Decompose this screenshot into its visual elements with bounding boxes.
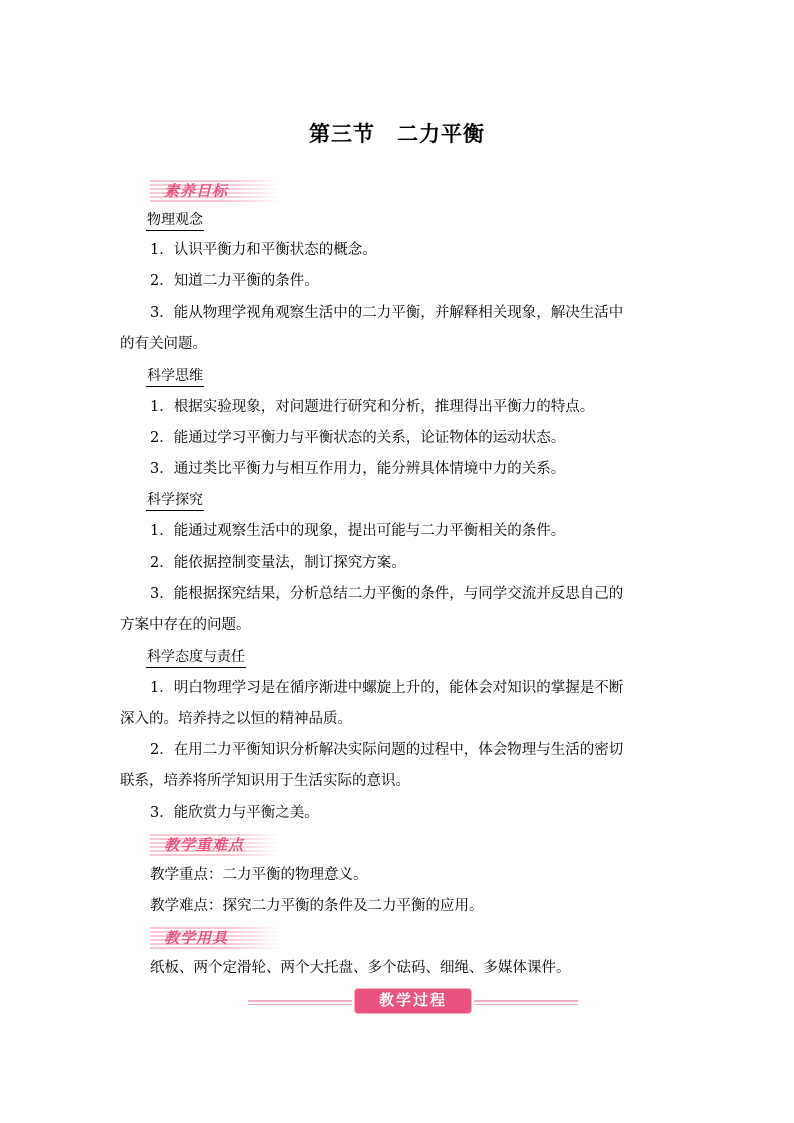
list-item: 2．在用二力平衡知识分析解决实际问题的过程中，体会物理与生活的密切	[150, 742, 624, 758]
subheading-physics-concept: 物理观念	[146, 210, 204, 231]
list-item: 3．能从物理学视角观察生活中的二力平衡，并解释相关现象，解决生活中	[150, 305, 624, 321]
banner-label: 教学用具	[164, 929, 229, 947]
subheading-attitude: 科学态度与责任	[146, 647, 246, 668]
list-item: 1．认识平衡力和平衡状态的概念。	[150, 242, 377, 258]
list-item: 3．能欣赏力与平衡之美。	[150, 805, 319, 821]
list-item: 3．能根据探究结果，分析总结二力平衡的条件，与同学交流并反思自己的	[150, 586, 624, 602]
divider-line-left	[248, 1000, 352, 1002]
list-item-continuation: 深入的。培养持之以恒的精神品质。	[120, 711, 352, 727]
divider-line-right	[474, 1000, 578, 1002]
list-item: 2．能通过学习平衡力与平衡状态的关系，论证物体的运动状态。	[150, 430, 566, 446]
list-item-continuation: 联系，培养将所学知识用于生活实际的意识。	[120, 773, 410, 789]
key-point-focus: 教学重点：二力平衡的物理意义。	[150, 867, 368, 883]
list-item: 3．通过类比平衡力与相互作用力，能分辨具体情境中力的关系。	[150, 461, 566, 477]
process-label: 教学过程	[354, 988, 472, 1014]
subheading-scientific-inquiry: 科学探究	[146, 490, 204, 511]
list-item-continuation: 的有关问题。	[120, 336, 207, 352]
list-item-continuation: 方案中存在的问题。	[120, 617, 251, 633]
subheading-scientific-thinking: 科学思维	[146, 366, 204, 387]
list-item: 1．根据实验现象，对问题进行研究和分析，推理得出平衡力的特点。	[150, 399, 595, 415]
key-point-difficulty: 教学难点：探究二力平衡的条件及二力平衡的应用。	[150, 898, 484, 914]
banner-label: 素养目标	[164, 182, 229, 200]
process-divider	[248, 988, 578, 1016]
section-banner-goals	[150, 178, 310, 202]
list-item: 2．能依据控制变量法，制订探究方案。	[150, 555, 406, 571]
list-item: 1．能通过观察生活中的现象，提出可能与二力平衡相关的条件。	[150, 523, 566, 539]
tools-list: 纸板、两个定滑轮、两个大托盘、多个砝码、细绳、多媒体课件。	[150, 960, 571, 976]
divider-line-right-thin	[474, 1004, 578, 1005]
list-item: 1．明白物理学习是在循序渐进中螺旋上升的，能体会对知识的掌握是不断	[150, 680, 624, 696]
page-title: 第三节 二力平衡	[309, 121, 485, 146]
divider-line-left-thin	[248, 1004, 352, 1005]
section-banner-tools	[150, 925, 310, 949]
section-banner-key-points	[150, 832, 310, 856]
list-item: 2．知道二力平衡的条件。	[150, 273, 319, 289]
banner-label: 教学重难点	[164, 836, 245, 854]
